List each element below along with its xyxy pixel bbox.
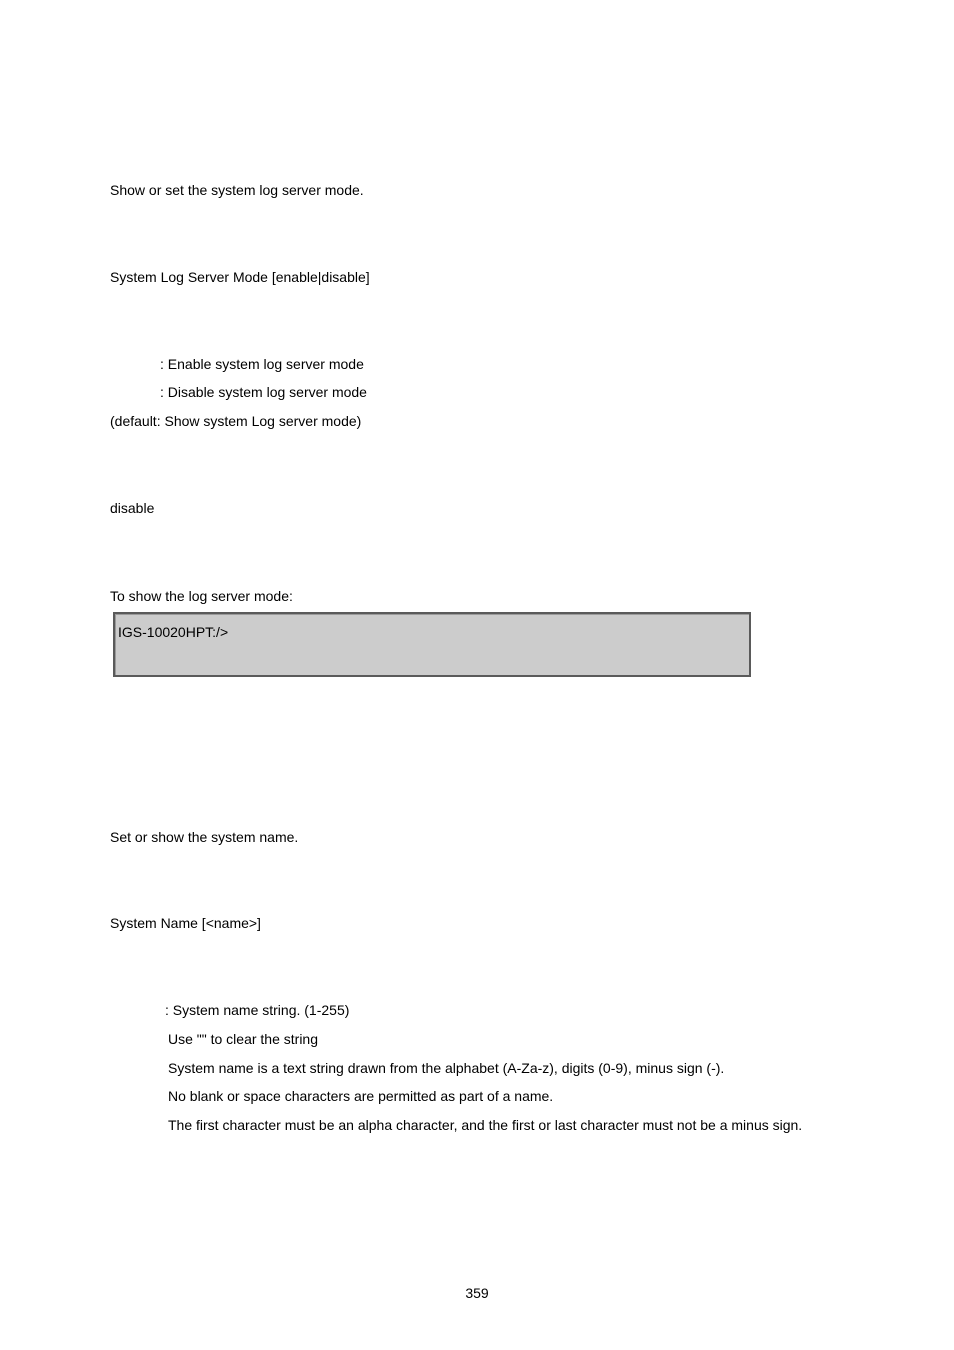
syslog-param-enable: : Enable system log server mode bbox=[160, 356, 364, 372]
syslog-syntax: System Log Server Mode [enable|disable] bbox=[110, 269, 370, 285]
page-number: 359 bbox=[465, 1285, 489, 1301]
sysname-param-note-4: The first character must be an alpha character, and the first or last character must not be a minus sign. bbox=[168, 1117, 803, 1133]
syslog-description: Show or set the system log server mode. bbox=[110, 182, 364, 198]
syslog-example-intro: To show the log server mode: bbox=[110, 588, 293, 604]
sysname-param-note-1: Use "" to clear the string bbox=[168, 1031, 319, 1047]
syslog-default-value: disable bbox=[110, 500, 155, 516]
sysname-param-note-2: System name is a text string drawn from the alphabet (A-Za-z), digits (0-9), minus sign (-). bbox=[168, 1060, 725, 1076]
example-code-box bbox=[113, 612, 751, 677]
sysname-param-name: : System name string. (1-255) bbox=[165, 1002, 350, 1018]
sysname-syntax: System Name [<name>] bbox=[110, 915, 261, 931]
sysname-description: Set or show the system name. bbox=[110, 829, 299, 845]
example-prompt: IGS-10020HPT:/> bbox=[118, 624, 229, 640]
sysname-param-note-3: No blank or space characters are permitted as part of a name. bbox=[168, 1088, 554, 1104]
syslog-param-disable: : Disable system log server mode bbox=[160, 384, 367, 400]
syslog-param-default: (default: Show system Log server mode) bbox=[110, 413, 362, 429]
